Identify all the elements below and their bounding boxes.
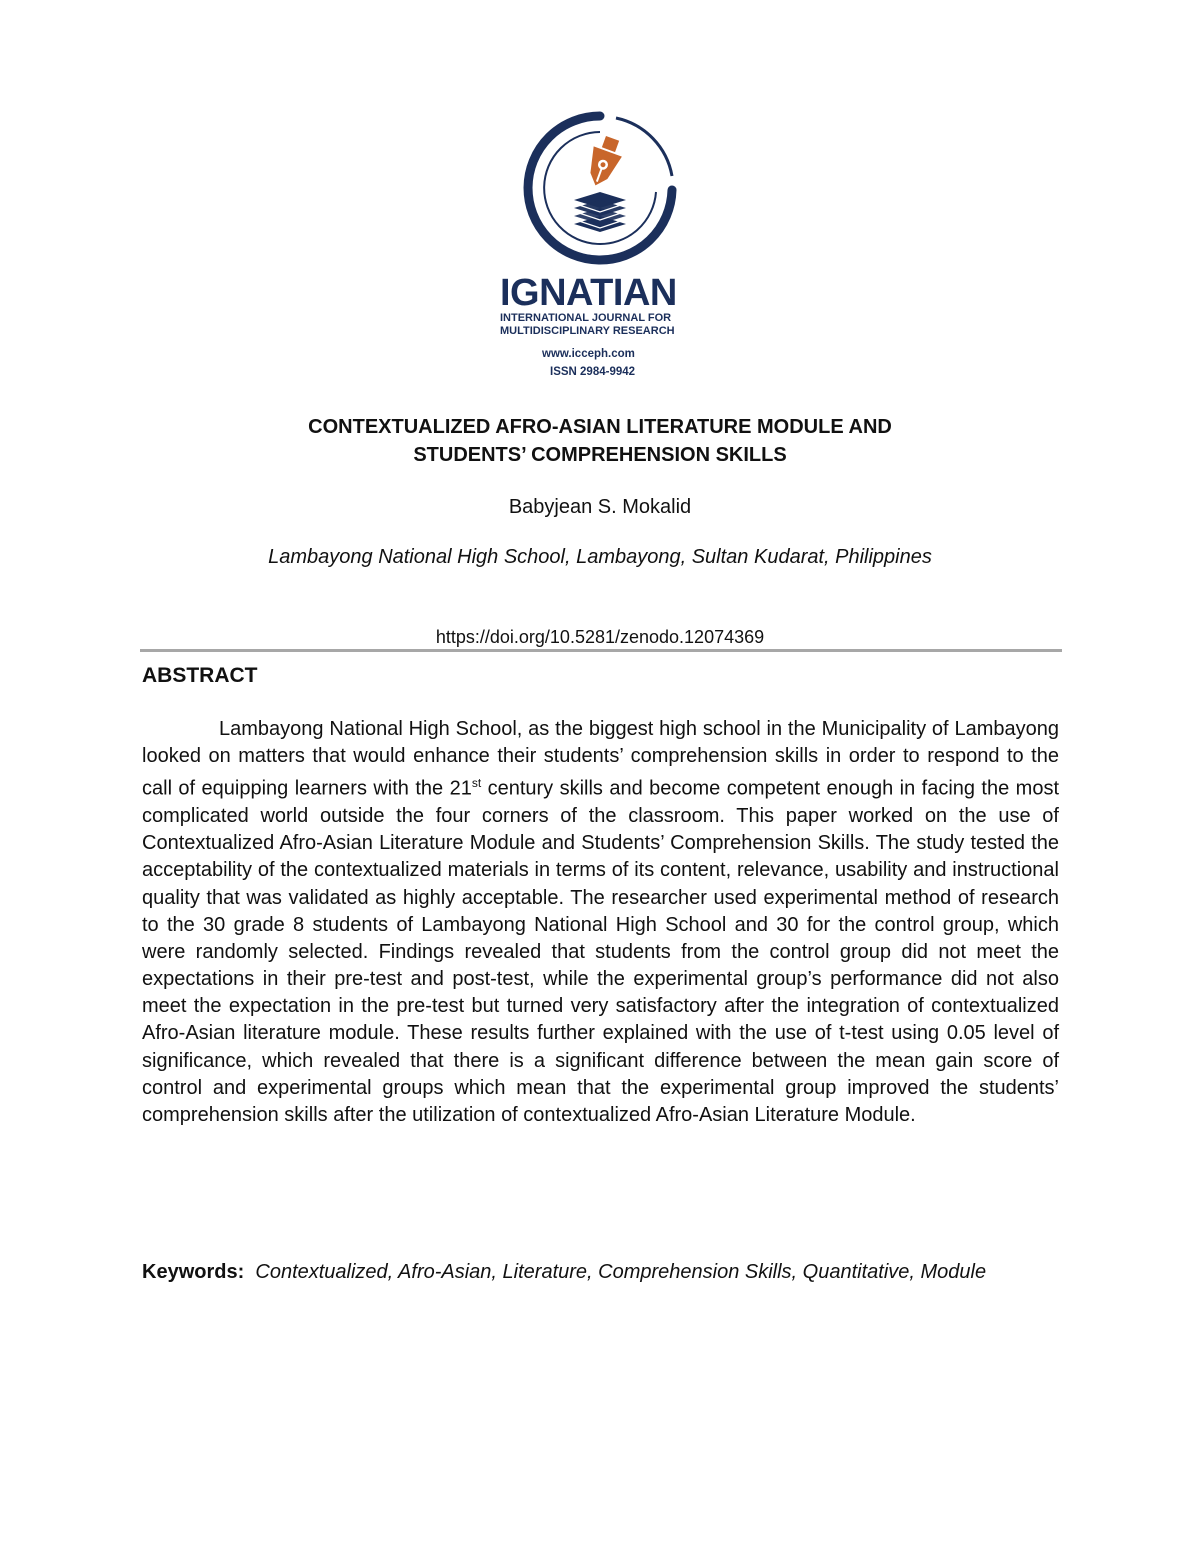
abstract-body — [142, 716, 1059, 1129]
journal-emblem-icon — [520, 108, 680, 268]
keywords — [142, 1258, 1059, 1286]
doi-link[interactable]: https://doi.org/10.5281/zenodo.12074369 — [435, 627, 765, 647]
journal-brand-name: IGNATIAN — [500, 272, 677, 314]
abstract-heading: ABSTRACT — [142, 664, 258, 687]
journal-logo — [490, 108, 710, 388]
paper-title-line-1: CONTEXTUALIZED AFRO-ASIAN LITERATURE MODULE AND — [308, 416, 892, 438]
author-affiliation: Lambayong National High School, Lambayong, Sultan Kudarat, Philippines — [268, 546, 932, 568]
journal-subtitle — [500, 312, 710, 338]
abstract-text-part-2: century skills and become competent enough in facing the most complicated world outside the four corners of the classroom. This paper worked on the use of Contextualized Afro-Asian Literature Module and Students’ Comprehension Skills. The study tested the acceptability of the contextualized materials in terms of its content, relevance, usability and instructional quality that was validated as highly acceptable. The researcher used experimental method of research to the 30 grade 8 students of Lambayong National High School and 30 for the control group, which were randomly selected. Findings revealed that students from the control group did not meet the expectations in their pre-test and post-test, while the experimental group’s performance did not also meet the expectation in the pre-test but turned very satisfactory after the integration of contextualized Afro-Asian literature module. These results further explained with the use of t-test using 0.05 level of significance, which revealed that there is a significant difference between the mean gain score of control and experimental groups which mean that the experimental group improved the students’ comprehension skills after the utilization of contextualized Afro-Asian Literature Module. — [142, 777, 1059, 1126]
journal-subtitle-line-1: INTERNATIONAL JOURNAL FOR — [500, 312, 672, 324]
author-name: Babyjean S. Mokalid — [508, 496, 692, 518]
keywords-list: Contextualized, Afro-Asian, Literature, Comprehension Skills, Quantitative, Module — [255, 1261, 987, 1283]
abstract-superscript: st — [471, 776, 482, 791]
journal-issn: ISSN 2984-9942 — [550, 366, 636, 378]
journal-url: www.icceph.com — [542, 348, 635, 360]
paper-title-line-2: STUDENTS’ COMPREHENSION SKILLS — [413, 444, 787, 466]
paper-title — [140, 413, 1060, 469]
journal-subtitle-line-2: MULTIDISCIPLINARY RESEARCH — [500, 325, 675, 337]
abstract-text-part-1: Lambayong National High School, as the biggest high school in the Municipality of Lambayong looked on matters that would enhance their students’ comprehension skills in order to respond to the call of equipping learners with the 21 — [142, 718, 1059, 800]
keywords-label: Keywords: — [142, 1261, 245, 1283]
section-divider — [140, 649, 1062, 652]
